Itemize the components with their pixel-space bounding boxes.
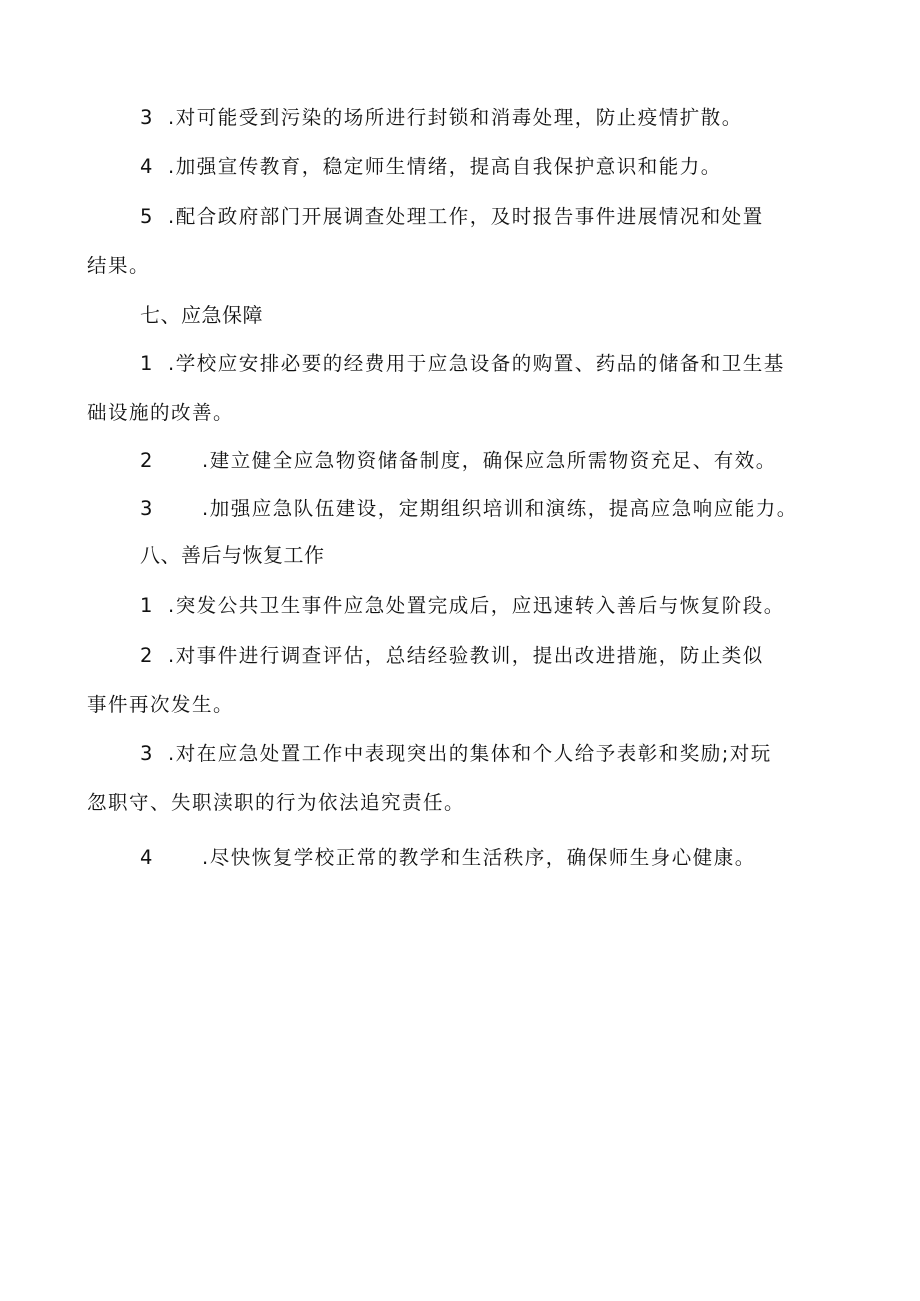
item-text: .学校应安排必要的经费用于应急设备的购置、药品的储备和卫生基 [168,352,785,375]
list-item [87,193,900,241]
item-number: 3 [140,106,154,129]
section-heading: 八、善后与恢复工作 [140,543,325,567]
list-item-continuation: 础设施的改善。 [87,401,235,424]
list-item [87,143,900,191]
list-item [87,437,900,485]
item-number: 1 [140,352,154,375]
item-text: .对事件进行调查评估，总结经验教训，提出改进措施，防止类似 [168,644,764,667]
list-item-continuation: 结果。 [87,254,151,277]
section-heading: 七、应急保障 [140,303,263,327]
item-number: 4 [140,155,154,178]
list-item [87,582,900,630]
list-item-continuation: 忽职守、失职渎职的行为依法追究责任。 [87,791,466,814]
item-text: .加强应急队伍建设，定期组织培训和演练，提高应急响应能力。 [202,497,798,520]
list-item [87,730,900,778]
item-text: .突发公共卫生事件应急处置完成后，应迅速转入善后与恢复阶段。 [168,594,785,617]
item-text: .配合政府部门开展调查处理工作，及时报告事件进展情况和处置 [168,205,764,228]
item-number: 1 [140,594,154,617]
item-number: 4 [140,846,154,869]
list-item [87,485,900,533]
item-text: .尽快恢复学校正常的教学和生活秩序，确保师生身心健康。 [202,846,756,869]
item-text: .对在应急处置工作中表现突出的集体和个人给予表彰和奖励;对玩 [168,742,772,765]
item-number: 2 [140,449,154,472]
item-text: .加强宣传教育，稳定师生情绪，提高自我保护意识和能力。 [168,155,722,178]
item-number: 2 [140,644,154,667]
item-text: .对可能受到污染的场所进行封锁和消毒处理，防止疫情扩散。 [168,106,743,129]
list-item [87,632,900,680]
item-number: 5 [140,205,154,228]
list-item [87,834,900,882]
item-number: 3 [140,497,154,520]
item-number: 3 [140,742,154,765]
list-item [87,340,900,388]
list-item-continuation: 事件再次发生。 [87,693,235,716]
list-item [87,94,900,142]
item-text: .建立健全应急物资储备制度，确保应急所需物资充足、有效。 [202,449,777,472]
